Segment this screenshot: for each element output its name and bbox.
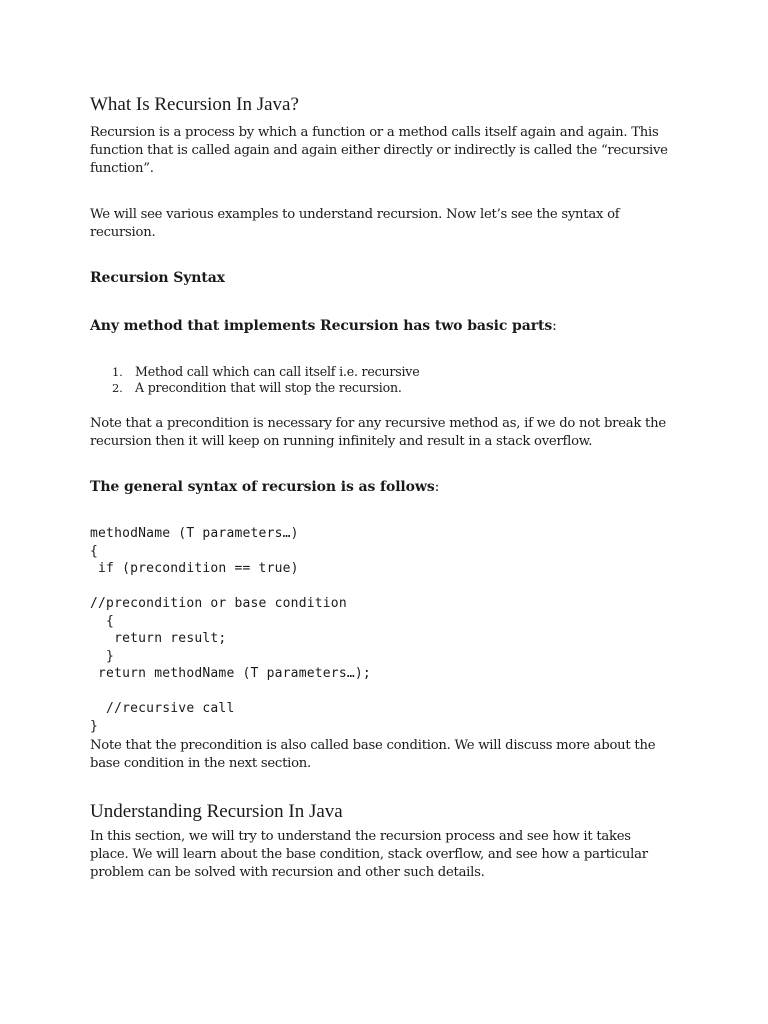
precondition-note — [90, 415, 690, 451]
intro-line: Recursion is a process by which a function or a method calls itself again and again. This — [90, 125, 659, 140]
list-item-text: A precondition that will stop the recursion. — [135, 380, 402, 395]
section-line: In this section, we will try to understand the recursion process and see how it takes — [90, 829, 631, 844]
note-line: base condition in the next section. — [90, 756, 311, 771]
section-line: problem can be solved with recursion and other such details. — [90, 865, 485, 880]
list-number: 1. — [112, 365, 123, 379]
note-line: Note that a precondition is necessary for any recursive method as, if we do not break the — [90, 416, 666, 431]
code-block: methodName (T parameters…) { if (precondition == true) //precondition or base condition { return result; } return methodName (T parameters…); //recursive call } — [90, 526, 371, 734]
note-line: recursion then it will keep on running infinitely and result in a stack overflow. — [90, 434, 593, 449]
list-item-text: Method call which can call itself i.e. recursive — [135, 364, 420, 379]
section-title: Understanding Recursion In Java — [90, 801, 343, 822]
parts-list — [90, 364, 419, 396]
examples-paragraph — [90, 206, 690, 242]
examples-line: recursion. — [90, 225, 156, 240]
base-condition-note — [90, 737, 690, 773]
intro-paragraph — [90, 124, 690, 178]
list-item — [90, 380, 419, 396]
parts-heading — [90, 318, 557, 334]
note-line: Note that the precondition is also called base condition. We will discuss more about the — [90, 738, 656, 753]
parts-heading-colon: : — [552, 318, 557, 334]
examples-line: We will see various examples to understand recursion. Now let’s see the syntax of — [90, 207, 620, 222]
list-item — [90, 364, 419, 380]
intro-line: function”. — [90, 161, 154, 176]
general-syntax-heading-text: The general syntax of recursion is as follows — [90, 479, 435, 495]
syntax-heading: Recursion Syntax — [90, 270, 225, 286]
section-paragraph — [90, 828, 690, 882]
general-syntax-heading — [90, 479, 439, 495]
page-title: What Is Recursion In Java? — [90, 94, 299, 115]
intro-line: function that is called again and again either directly or indirectly is called the “recursive — [90, 143, 668, 158]
general-syntax-heading-colon: : — [434, 479, 440, 495]
list-number: 2. — [112, 381, 123, 395]
parts-heading-text: Any method that implements Recursion has two basic parts — [90, 318, 553, 334]
section-line: place. We will learn about the base condition, stack overflow, and see how a particular — [90, 847, 648, 862]
